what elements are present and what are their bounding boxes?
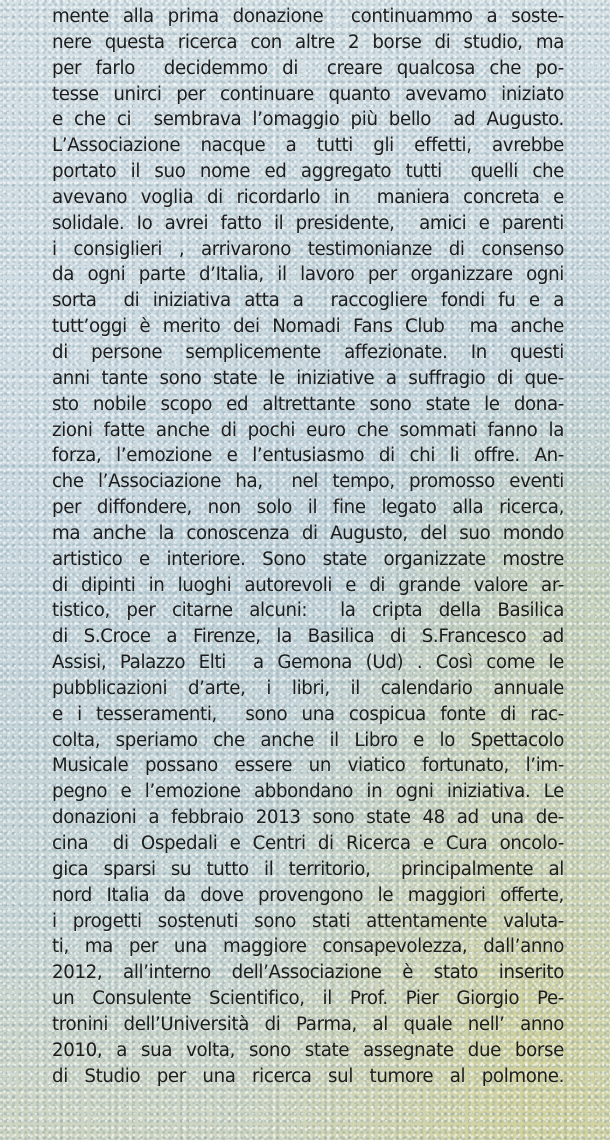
text-line: artistico e interiore. Sono state organizzate mostre	[52, 548, 564, 570]
text-line: zioni fatte anche di pochi euro che sommati fanno la	[52, 419, 564, 441]
text-line: forza, l’emozione e l’entusiasmo di chi li offre. An-	[52, 445, 564, 467]
text-line: tronini dell’Università di Parma, al quale nell’ anno	[52, 1013, 564, 1035]
text-line: tistico, per citarne alcuni: la cripta della Basilica	[52, 600, 564, 622]
text-line: Assisi, Palazzo Elti a Gemona (Ud) . Così come le	[52, 652, 564, 674]
text-line: nere questa ricerca con altre 2 borse di studio, ma	[52, 31, 564, 53]
text-line: sto nobile scopo ed altrettante sono state le dona-	[52, 393, 564, 415]
text-line: i consiglieri , arrivarono testimonianze di consenso	[52, 238, 564, 260]
text-line: di Studio per una ricerca sul tumore al polmone.	[52, 1065, 564, 1087]
text-line: portato il suo nome ed aggregato tutti quelli che	[52, 161, 564, 183]
text-line: nord Italia da dove provengono le maggiori offerte,	[52, 884, 564, 906]
text-line: da ogni parte d’Italia, il lavoro per organizzare ogni	[52, 264, 564, 286]
text-line: tesse unirci per continuare quanto avevamo iniziato	[52, 83, 564, 105]
text-line: per farlo decidemmo di creare qualcosa che po-	[52, 57, 564, 79]
text-column	[52, 4, 564, 1089]
text-line: L’Associazione nacque a tutti gli effetti, avrebbe	[52, 135, 564, 157]
text-line: 2010, a sua volta, sono state assegnate due borse	[52, 1039, 564, 1061]
text-line: un Consulente Scientifico, il Prof. Pier Giorgio Pe-	[52, 988, 564, 1010]
text-line: 2012, all’interno dell’Associazione è stato inserito	[52, 962, 564, 984]
text-line: che l’Associazione ha, nel tempo, promosso eventi	[52, 471, 564, 493]
text-line: di persone semplicemente affezionate. In questi	[52, 341, 564, 363]
text-line: anni tante sono state le iniziative a suffragio di que-	[52, 367, 564, 389]
text-line: i progetti sostenuti sono stati attentamente valuta-	[52, 910, 564, 932]
text-line: pubblicazioni d’arte, i libri, il calendario annuale	[52, 677, 564, 699]
text-line: mente alla prima donazione continuammo a soste-	[52, 6, 564, 27]
text-line: e i tesseramenti, sono una cospicua fonte di rac-	[52, 703, 564, 725]
text-line: cina di Ospedali e Centri di Ricerca e Cura oncolo-	[52, 833, 564, 854]
text-line: donazioni a febbraio 2013 sono state 48 ad una de-	[52, 807, 564, 829]
text-line: colta, speriamo che anche il Libro e lo Spettacolo	[52, 729, 564, 751]
text-line: e che ci sembrava l’omaggio più bello ad Augusto.	[52, 109, 564, 131]
text-line: avevano voglia di ricordarlo in maniera concreta e	[52, 186, 564, 208]
text-line: di S.Croce a Firenze, la Basilica di S.Francesco ad	[52, 626, 564, 648]
text-line: ti, ma per una maggiore consapevolezza, dall’anno	[52, 936, 564, 958]
text-line: sorta di iniziativa atta a raccogliere fondi fu e a	[52, 290, 564, 312]
text-line: ma anche la conoscenza di Augusto, del suo mondo	[52, 522, 564, 544]
text-line: per diffondere, non solo il fine legato alla ricerca,	[52, 497, 564, 519]
text-line: pegno e l’emozione abbondano in ogni iniziativa. Le	[52, 781, 564, 803]
text-line: tutt’oggi è merito dei Nomadi Fans Club ma anche	[52, 316, 564, 338]
text-line: solidale. Io avrei fatto il presidente, amici e parenti	[52, 212, 564, 234]
text-line: gica sparsi su tutto il territorio, principalmente al	[52, 858, 564, 880]
text-line: di dipinti in luoghi autorevoli e di grande valore ar-	[52, 574, 564, 596]
text-line: Musicale possano essere un viatico fortunato, l’im-	[52, 755, 564, 777]
